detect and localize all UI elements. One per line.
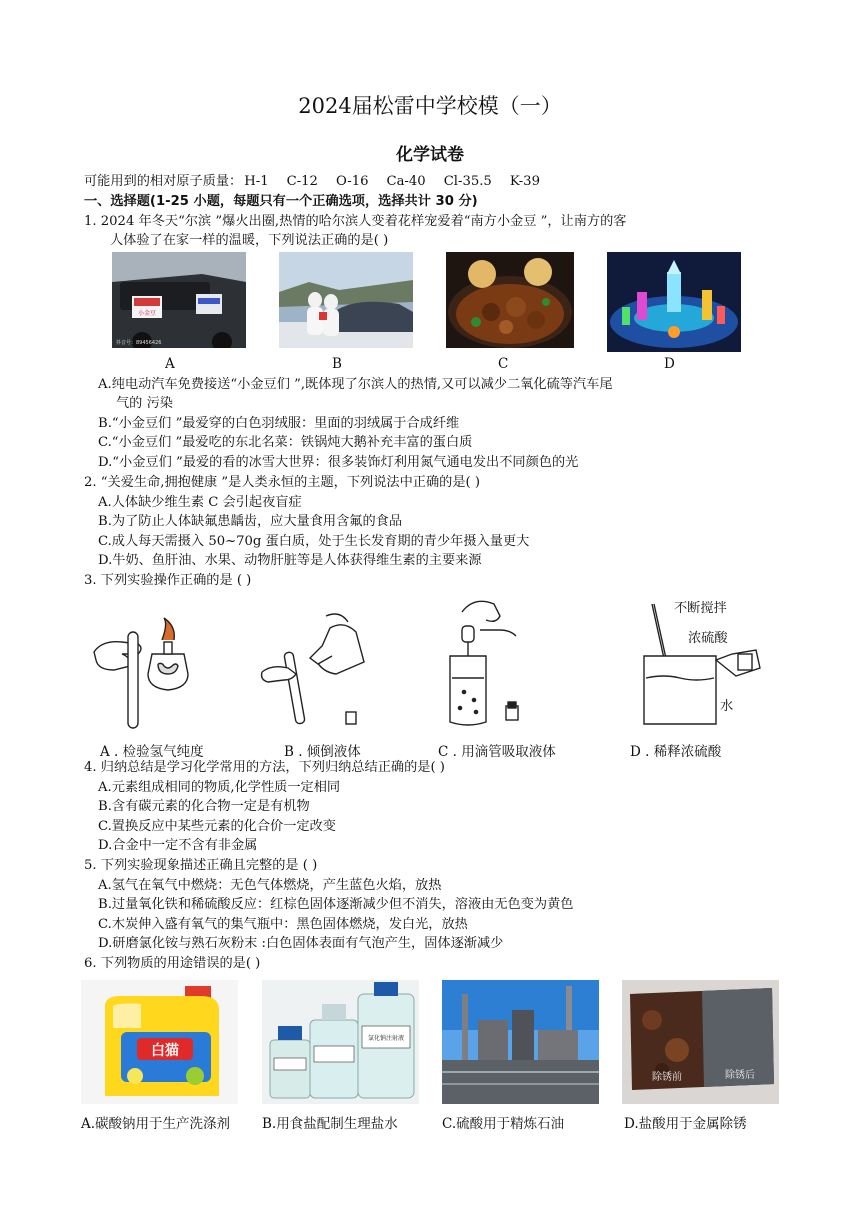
photo-label-d: D	[664, 356, 675, 372]
rust-before-label: 除锈前	[652, 1072, 682, 1083]
atomic-mass-item: K-39	[509, 174, 540, 189]
question-1-option: B.“小金豆们 ”最爱穿的白色羽绒服：里面的羽绒属于合成纤维	[98, 416, 460, 431]
diagram-d-label-stir: 不断搅拌	[674, 601, 727, 616]
photo-q6-a-detergent	[81, 980, 238, 1104]
question-4-option: A.元素组成相同的物质,化学性质一定相同	[98, 780, 341, 795]
diagram-caption-b: B . 倾倒液体	[284, 744, 361, 760]
question-2-stem: 2. “关爱生命,拥抱健康 ”是人类永恒的主题，下列说法中正确的是( )	[84, 475, 480, 490]
photo-a-car	[112, 252, 246, 348]
atomic-mass-line	[84, 173, 558, 191]
diagram-caption-c: C . 用滴管吸取液体	[438, 744, 556, 760]
photo-label-a: A	[165, 356, 175, 372]
photo-q6-b-saline	[262, 980, 419, 1104]
photo-label-b: B	[332, 356, 342, 372]
question-5-option: B.过量氧化铁和稀硫酸反应：红棕色固体逐渐减少但不消失，溶液由无色变为黄色	[98, 897, 574, 912]
photo-a-sign-text: 小金豆	[137, 310, 157, 317]
page-title: 2024届松雷中学校模（一）	[298, 94, 562, 118]
atomic-mass-item: Ca-40	[386, 174, 426, 189]
diagram-caption-a: A . 检验氢气纯度	[100, 744, 204, 760]
diagram-b-pour-liquid	[256, 612, 368, 732]
diagram-d-dilute-acid	[624, 598, 764, 732]
question-1-option: D.“小金豆们 ”最爱的看的冰雪大世界：很多装饰灯利用氮气通电发出不同颜色的光	[98, 455, 579, 470]
q6-caption-c: C.硫酸用于精炼石油	[442, 1116, 565, 1132]
detergent-brand-text: 白猫	[151, 1043, 179, 1059]
diagram-c-dropper	[440, 596, 530, 732]
photo-label-c: C	[498, 356, 509, 372]
question-1-stem: 1. 2024 年冬天“尔滨 ”爆火出圈,热情的哈尔滨人变着花样宠爱着“南方小金豆 ”，让南方的客	[84, 214, 627, 229]
question-5-option: D.研磨氯化铵与熟石灰粉末 :白色固体表面有气泡产生，固体逐渐减少	[98, 936, 504, 951]
question-1-option: A.纯电动汽车免费接送“小金豆们 ”,既体现了尔滨人的热情,又可以减少二氧化硫等汽车尾	[98, 377, 613, 392]
saline-label-text: 氯化钠注射液	[367, 1035, 405, 1042]
diagram-d-label-water: 水	[720, 699, 734, 714]
question-5-option: C.木炭伸入盛有氧气的集气瓶中：黑色固体燃烧，发白光，放热	[98, 917, 468, 932]
atomic-mass-label: 可能用到的相对原子质量：	[84, 174, 243, 189]
atomic-mass-item: C-12	[286, 174, 318, 189]
question-2-option: D.牛奶、鱼肝油、水果、动物肝脏等是人体获得维生素的主要来源	[98, 553, 482, 568]
question-4-option: D.合金中一定不含有非金属	[98, 838, 258, 853]
atomic-mass-item: Cl-35.5	[443, 174, 492, 189]
question-5-stem: 5. 下列实验现象描述正确且完整的是 ( )	[84, 858, 318, 873]
question-5-option: A.氢气在氧气中燃烧：无色气体燃烧，产生蓝色火焰，放热	[98, 878, 442, 893]
diagram-a-test-hydrogen	[92, 614, 202, 732]
q6-caption-b: B.用食盐配制生理盐水	[262, 1116, 398, 1132]
question-4-option: B.含有碳元素的化合物一定是有机物	[98, 799, 310, 814]
atomic-mass-item: O-16	[335, 174, 369, 189]
photo-q6-d-rust	[622, 980, 779, 1104]
photo-b-people	[279, 252, 413, 348]
photo-q6-c-refinery	[442, 980, 599, 1104]
question-6-stem: 6. 下列物质的用途错误的是( )	[84, 956, 261, 971]
question-4-option: C.置换反应中某些元素的化合价一定改变	[98, 819, 336, 834]
page-subtitle: 化学试卷	[396, 145, 464, 165]
photo-a-watermark: 抖音号：89456426	[116, 340, 162, 346]
question-2-option: A.人体缺少维生素 C 会引起夜盲症	[98, 495, 302, 510]
atomic-mass-item: H-1	[244, 174, 269, 189]
diagram-d-label-acid: 浓硫酸	[688, 631, 728, 646]
rust-after-label: 除锈后	[725, 1070, 755, 1081]
question-3-stem: 3. 下列实验操作正确的是 ( )	[84, 573, 252, 588]
q6-caption-d: D.盐酸用于金属除锈	[624, 1116, 747, 1132]
question-4-stem: 4. 归纳总结是学习化学常用的方法，下列归纳总结正确的是( )	[84, 760, 445, 775]
question-2-option: B.为了防止人体缺氟患龋齿，应大量食用含氟的食品	[98, 514, 403, 529]
question-1-stem-cont: 人体验了在家一样的温暖，下列说法正确的是( )	[110, 233, 389, 248]
question-1-option: C.“小金豆们 ”最爱吃的东北名菜：铁锅炖大鹅补充丰富的蛋白质	[98, 435, 473, 450]
diagram-caption-d: D . 稀释浓硫酸	[630, 744, 722, 760]
section-heading: 一、选择题(1-25 小题，每题只有一个正确选项，选择共计 30 分)	[84, 194, 478, 209]
question-1-option: 气的 污染	[116, 396, 173, 411]
photo-c-food	[446, 252, 574, 348]
photo-d-ice-world	[607, 252, 741, 352]
q6-caption-a: A.碳酸钠用于生产洗涤剂	[81, 1116, 231, 1132]
question-2-option: C.成人每天需摄入 50~70g 蛋白质，处于生长发育期的青少年摄入量更大	[98, 534, 530, 549]
